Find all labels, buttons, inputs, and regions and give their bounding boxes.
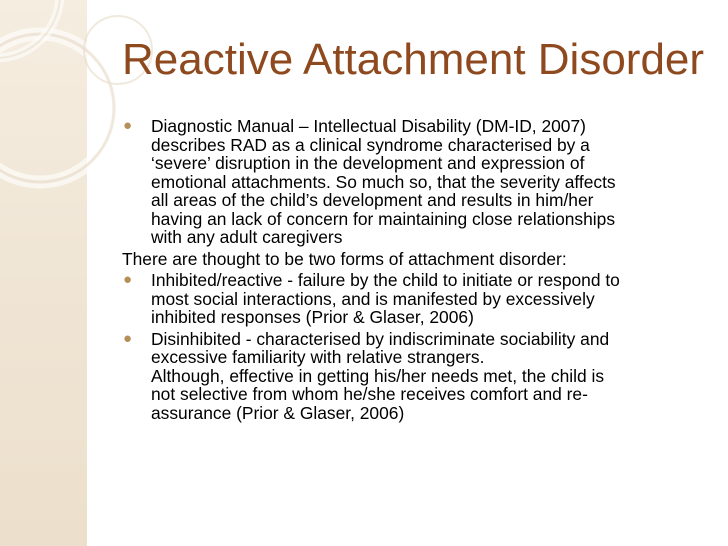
- text-line: Inhibited/reactive - failure by the child to initiate or respond to: [151, 270, 620, 290]
- bullet-point: [122, 271, 712, 327]
- text-line: Disinhibited - characterised by indiscriminate sociability and: [151, 328, 610, 349]
- text-line: assurance (Prior & Glaser, 2006): [151, 402, 405, 423]
- filled-circle-bullet: ●: [123, 271, 133, 288]
- bullet-point: [122, 117, 712, 247]
- text-line: not selective from whom he/she receives comfort and re-: [151, 384, 588, 404]
- filled-circle-bullet: ●: [123, 329, 133, 347]
- text-line: Although, effective in getting his/her needs met, the child is: [151, 365, 605, 386]
- filled-circle-bullet: ●: [123, 117, 133, 134]
- slide-sidebar-band: [0, 0, 87, 546]
- text-line: inhibited responses (Prior & Glaser, 2006): [151, 307, 474, 327]
- text-line: describes RAD as a clinical syndrome characterised by a: [151, 134, 590, 155]
- text-line: all areas of the child’s development and results in him/her: [151, 190, 594, 210]
- text-line: having an lack of concern for maintaining close relationships: [151, 208, 616, 229]
- text-line: with any adult caregivers: [151, 227, 343, 247]
- slide-title: Reactive Attachment Disorder: [122, 35, 705, 84]
- bullet-point: [122, 330, 712, 423]
- text-line: most social interactions, and is manifested by excessively: [151, 288, 595, 309]
- body-paragraph: [122, 250, 712, 269]
- text-line: emotional attachments. So much so, that the severity affects: [151, 171, 616, 192]
- slide-body: [122, 117, 712, 425]
- text-line: There are thought to be two forms of attachment disorder:: [122, 248, 567, 269]
- text-line: excessive familiarity with relative strangers.: [151, 347, 485, 367]
- text-line: ‘severe’ disruption in the development and expression of: [151, 153, 585, 173]
- text-line: Diagnostic Manual – Intellectual Disability (DM-ID, 2007): [151, 116, 586, 136]
